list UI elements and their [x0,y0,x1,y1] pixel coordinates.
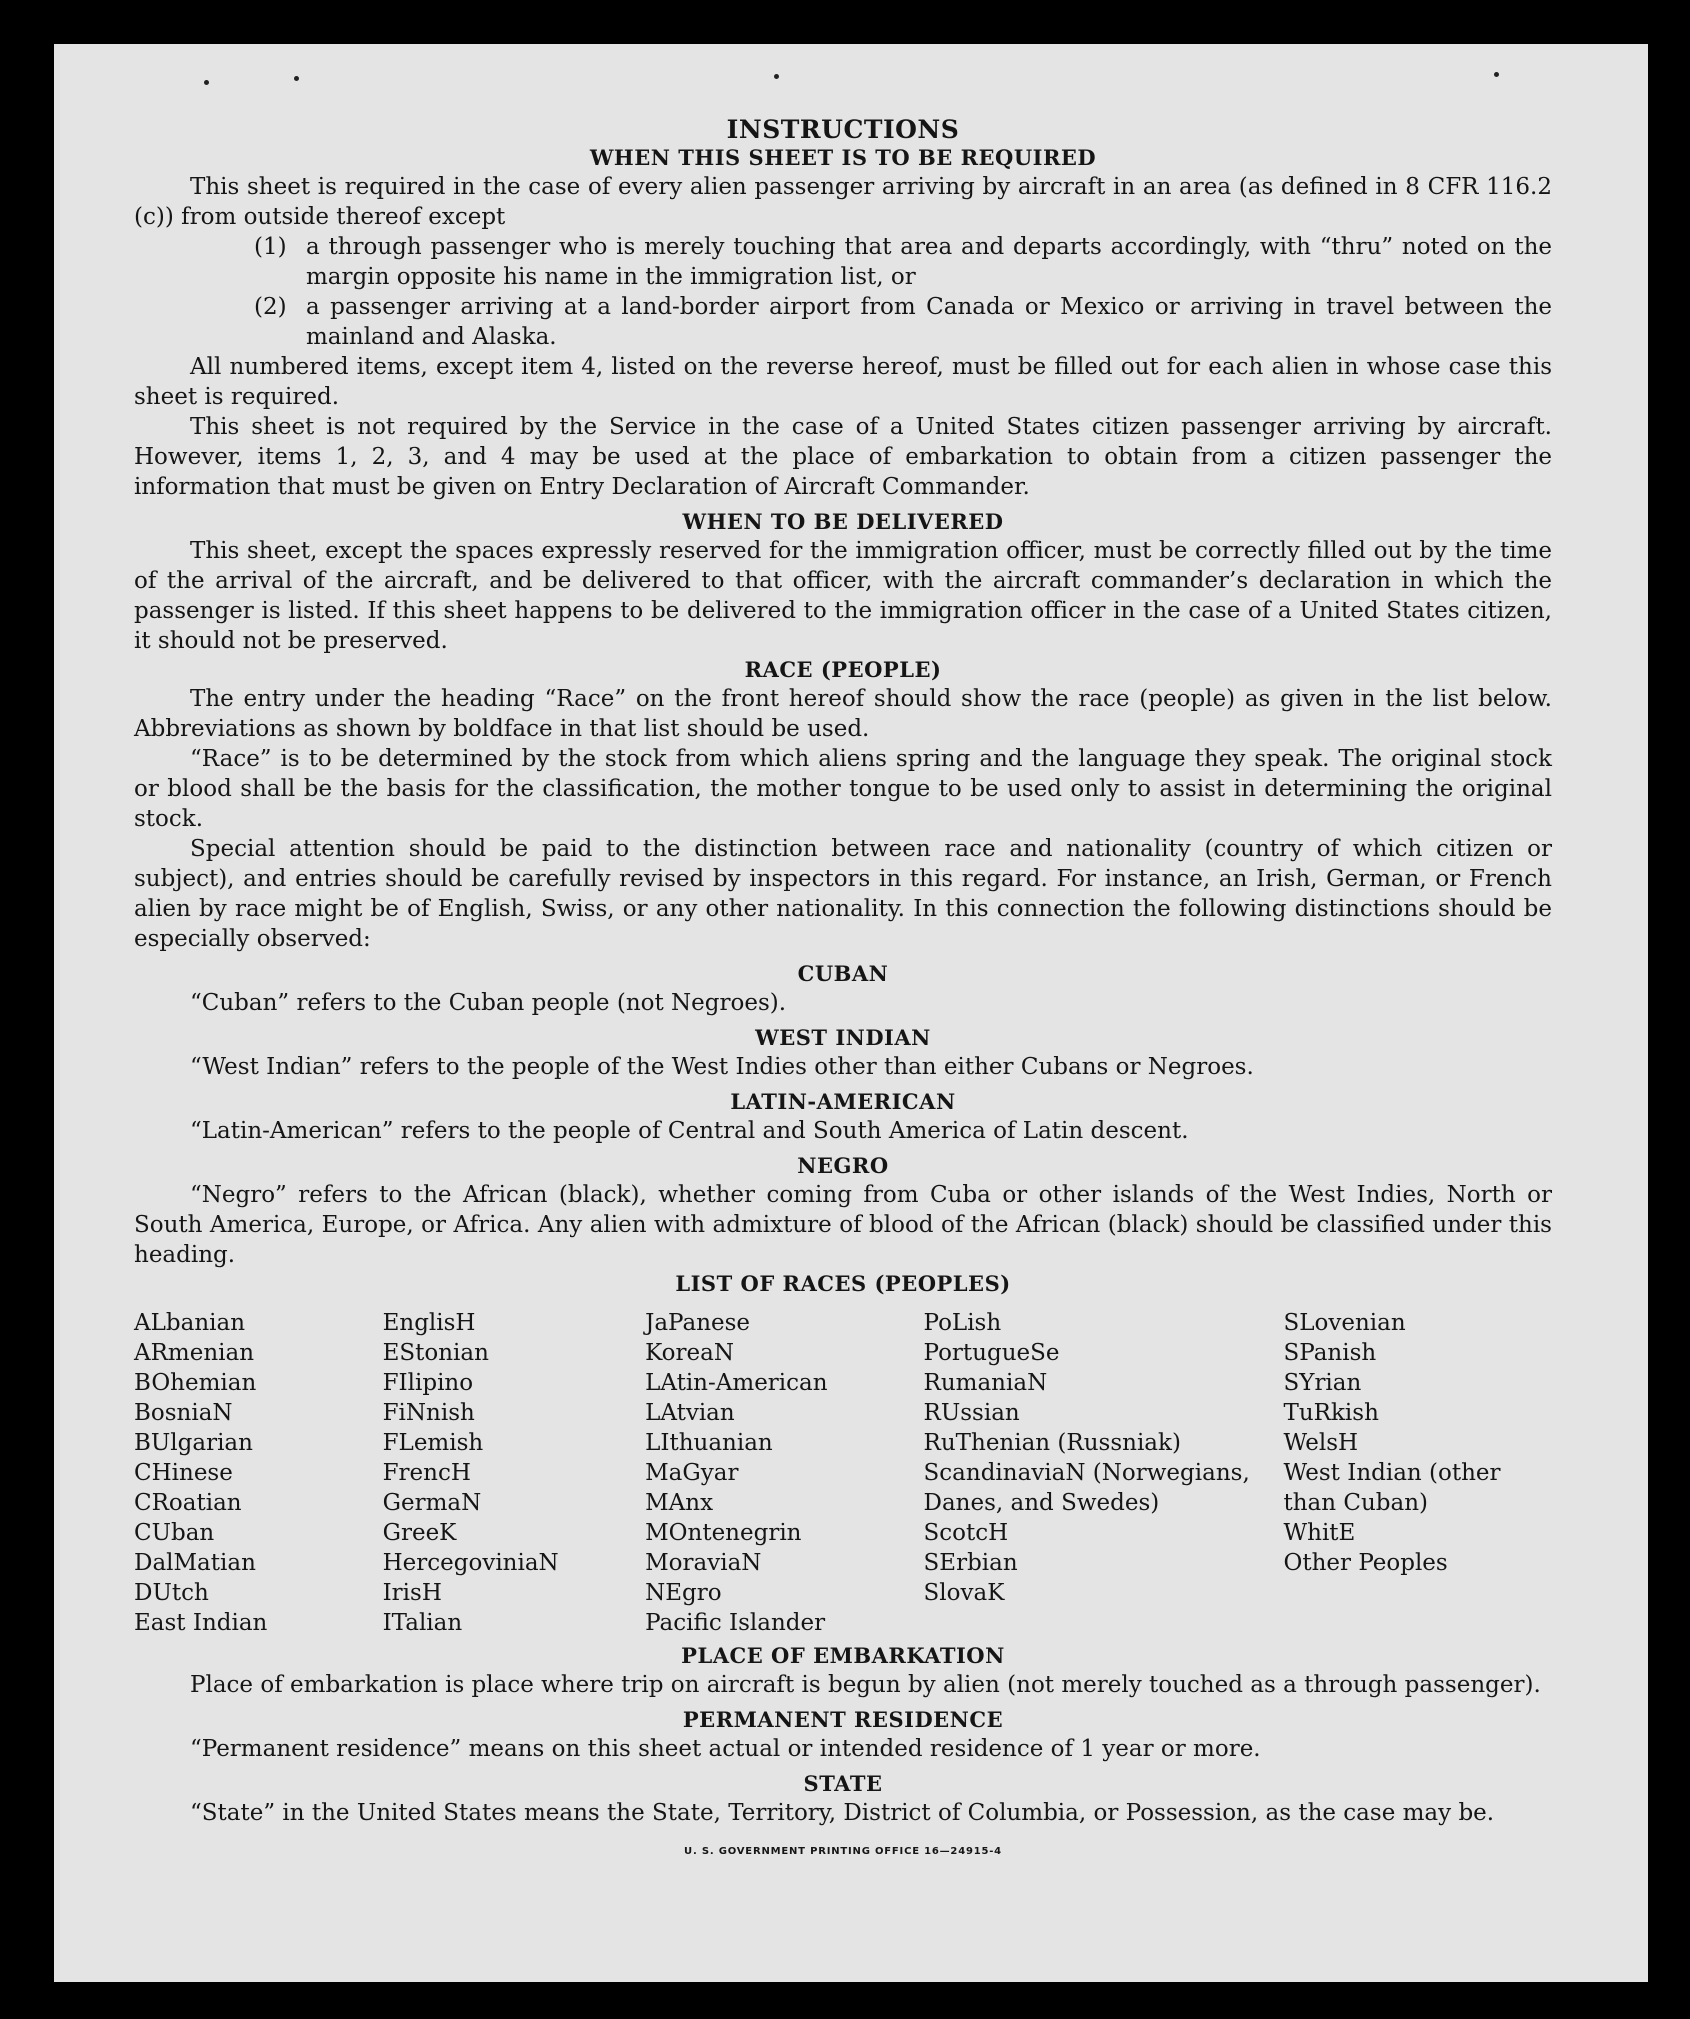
race-entry: SlovaK [923,1580,1005,1606]
item-number: (1) [254,234,287,260]
race-entry: GreeK [382,1520,457,1546]
paragraph: This sheet, except the spaces expressly reserved for the immigration officer, must be correctly filled out by the time of the arrival of the aircraft, and be delivered to that officer, with the aircraft commander’s declaration in which the passenger is listed. If this sheet happens to be delivered to the immigration officer in the case of a United States citizen, it should not be preserved. [134,538,1552,654]
races-column [134,1308,383,1638]
race-entry: LAtvian [645,1400,735,1426]
races-column [645,1308,923,1638]
section-heading: PERMANENT RESIDENCE [682,1707,1004,1732]
race-entry: WelsH [1283,1430,1359,1456]
race-entry: FiNnish [382,1400,475,1426]
race-entry: FLemish [382,1430,484,1456]
paragraph: This sheet is required in the case of every alien passenger arriving by aircraft in an area (as defined in 8 CFR 116.2 (c)) from outside thereof except [134,174,1552,230]
races-list [134,1308,1552,1638]
race-entry: RuThenian (Russniak) [923,1430,1181,1456]
paragraph: Special attention should be paid to the distinction between race and nationality (country of which citizen or subject), and entries should be carefully revised by inspectors in this regard. For instance, an Irish, German, or French alien by race might be of English, Swiss, or any other nationality. In this connection the following distinctions should be especially observed: [134,836,1552,952]
races-column [1284,1308,1552,1638]
race-entry: ScandinaviaN (Norwegians, Danes, and Swedes) [923,1460,1250,1516]
race-entry: BUlgarian [134,1430,253,1456]
races-column [924,1308,1284,1638]
race-entry: BosniaN [134,1400,233,1426]
race-entry: Other Peoples [1283,1550,1448,1576]
race-entry: SPanish [1283,1340,1377,1366]
race-entry: MoraviaN [645,1550,762,1576]
race-entry: WhitE [1283,1520,1356,1546]
race-entry: SErbian [923,1550,1018,1576]
race-entry: EStonian [382,1340,489,1366]
section-heading: PLACE OF EMBARKATION [681,1643,1005,1668]
race-entry: SLovenian [1283,1310,1406,1336]
race-entry: LIthuanian [645,1430,773,1456]
list-item [134,292,1552,352]
section-heading: STATE [803,1771,883,1796]
race-entry: JaPanese [645,1310,751,1336]
race-entry: MaGyar [645,1460,739,1486]
race-entry: ARmenian [134,1340,255,1366]
section-heading: LATIN-AMERICAN [730,1089,956,1114]
paragraph: This sheet is not required by the Service in the case of a United States citizen passenger arriving by aircraft. However, items 1, 2, 3, and 4 may be used at the place of embarkation to obtain from a citizen passenger the information that must be given on Entry Declaration of Aircraft Commander. [134,414,1552,500]
printer-imprint: U. S. GOVERNMENT PRINTING OFFICE 16—24915-4 [684,1846,1002,1857]
paragraph: “Negro” refers to the African (black), whether coming from Cuba or other islands of the West Indies, North or South America, Europe, or Africa. Any alien with admixture of blood of the African (black) should be classified under this heading. [134,1182,1552,1268]
race-entry: ScotcH [923,1520,1009,1546]
race-entry: GermaN [382,1490,482,1516]
race-entry: EnglisH [382,1310,476,1336]
paragraph: All numbered items, except item 4, listed on the reverse hereof, must be filled out for each alien in whose case this sheet is required. [134,354,1552,410]
race-entry: BOhemian [134,1370,257,1396]
section-heading: NEGRO [797,1153,889,1178]
race-entry: RUssian [923,1400,1020,1426]
item-number: (2) [254,294,287,320]
speck-mark [204,80,209,85]
race-entry: ITalian [382,1610,463,1636]
race-entry: MAnx [645,1490,714,1516]
race-entry: DUtch [134,1580,209,1606]
race-entry: CUban [134,1520,215,1546]
section-heading: LIST OF RACES (PEOPLES) [675,1271,1011,1296]
list-item [134,232,1552,292]
speck-mark [294,76,299,81]
section-heading: CUBAN [797,961,889,986]
item-text: a through passenger who is merely touching that area and departs accordingly, with “thru” noted on the margin opposite his name in the immigration list, or [306,234,1552,290]
race-entry: IrisH [382,1580,442,1606]
speck-mark [1494,72,1499,77]
paragraph: “West Indian” refers to the people of the West Indies other than either Cubans or Negroes. [190,1054,1254,1080]
race-entry: CHinese [134,1460,233,1486]
race-entry: MOntenegrin [645,1520,802,1546]
paragraph: “Race” is to be determined by the stock from which aliens spring and the language they speak. The original stock or blood shall be the basis for the classification, the mother tongue to be used only to assist in determining the original stock. [134,746,1552,832]
race-entry: LAtin-American [645,1370,828,1396]
race-entry: RumaniaN [923,1370,1048,1396]
race-entry: East Indian [134,1610,268,1636]
page-title: INSTRUCTIONS [726,115,960,144]
race-entry: Pacific Islander [645,1610,826,1636]
race-entry: CRoatian [134,1490,242,1516]
paragraph: “Cuban” refers to the Cuban people (not Negroes). [190,990,787,1016]
race-entry: FIlipino [382,1370,474,1396]
document-page [54,44,1648,1982]
race-entry: NEgro [645,1580,722,1606]
race-entry: ALbanian [134,1310,246,1336]
paragraph: “State” in the United States means the State, Territory, District of Columbia, or Possession, as the case may be. [190,1800,1495,1826]
race-entry: HercegoviniaN [382,1550,559,1576]
speck-mark [774,74,779,79]
race-entry: SYrian [1283,1370,1362,1396]
paragraph: The entry under the heading “Race” on the front hereof should show the race (people) as given in the list below. Abbreviations as shown by boldface in that list should be used. [134,686,1552,742]
section-heading: WHEN THIS SHEET IS TO BE REQUIRED [589,145,1097,170]
race-entry: West Indian (other than Cuban) [1283,1460,1501,1516]
races-column [383,1308,646,1638]
item-text: a passenger arriving at a land-border airport from Canada or Mexico or arriving in travel between the mainland and Alaska. [306,294,1552,350]
paragraph: “Permanent residence” means on this sheet actual or intended residence of 1 year or more. [190,1736,1261,1762]
section-heading: WEST INDIAN [755,1025,931,1050]
race-entry: KoreaN [645,1340,734,1366]
race-entry: PoLish [923,1310,1002,1336]
race-entry: FrencH [382,1460,471,1486]
race-entry: TuRkish [1283,1400,1379,1426]
paragraph: “Latin-American” refers to the people of Central and South America of Latin descent. [190,1118,1189,1144]
section-heading: WHEN TO BE DELIVERED [682,509,1004,534]
race-entry: DalMatian [134,1550,256,1576]
section-heading: RACE (PEOPLE) [744,657,942,682]
paragraph: Place of embarkation is place where trip on aircraft is begun by alien (not merely touched as a through passenger). [190,1672,1541,1698]
race-entry: PortugueSe [923,1340,1060,1366]
